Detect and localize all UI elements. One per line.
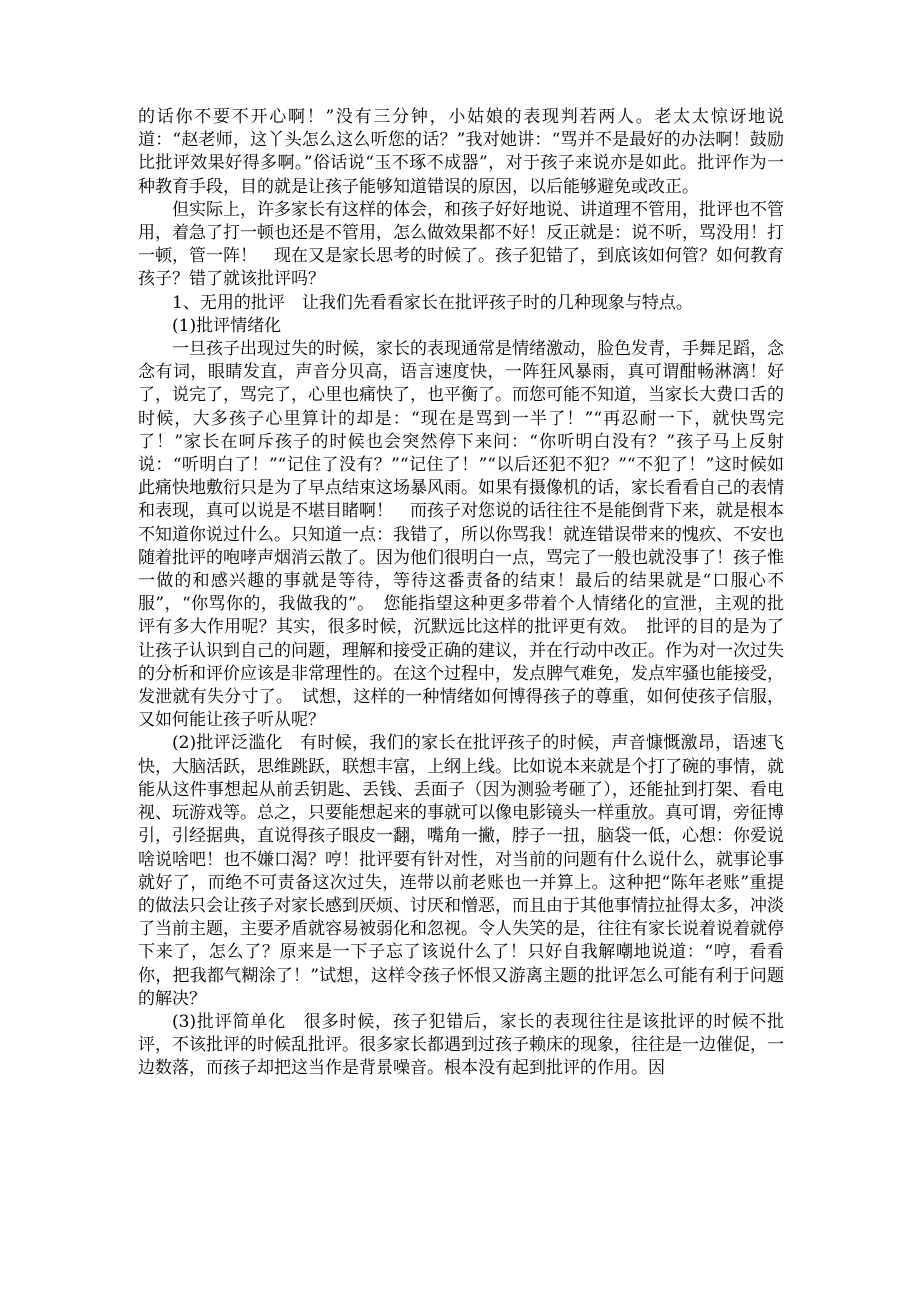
section-heading-1: 1、无用的批评 让我们先看看家长在批评孩子时的几种现象与特点。 xyxy=(172,292,693,313)
paragraph-2: 但实际上，许多家长有这样的体会，和孩子好好地说、讲道理不管用，批评也不管用，着急了打一顿也还是不管用，怎么做效果都不好！反正就是：说不听，骂没用！打一顿，管一阵！ 现在又是家长思考的时候了。孩子犯错了，到底该如何管？如何教育孩子？错了就该批评吗？ xyxy=(138,199,784,290)
paragraph-4: (2)批评泛滥化 有时候，我们的家长在批评孩子的时候，声音慷慨激昂，语速飞快，大脑活跃，思维跳跃，联想丰富，上纲上线。比如说本来就是个打了碗的事情，就能从这件事想起从前丢钥匙、丢钱、丢面子（因为测验考砸了），还能扯到打架、看电视、玩游戏等。总之，只要能想起来的事就可以像电影镜头一样重放。真可谓，旁征博引，引经据典，直说得孩子眼皮一翻，嘴角一撇，脖子一扭，脑袋一低，心想：你爱说啥说啥吧！也不嫌口渴？哼！批评要有针对性，对当前的问题有什么说什么，就事论事就好了，而绝不可责备这次过失，连带以前老账也一并算上。这种把“陈年老账”重提的做法只会让孩子对家长感到厌烦、讨厌和憎恶，而且由于其他事情拉扯得太多，冲淡了当前主题，主要矛盾就容易被弱化和忽视。令人失笑的是，往往有家长说着说着就停下来了，怎么了？原来是一下子忘了该说什么了！只好自我解嘲地说道：“哼，看看你，把我都气糊涂了！”试想，这样令孩子怀恨又游离主题的批评怎么可能有利于问题的解决？ xyxy=(138,733,784,1009)
paragraph-1: 的话你不要不开心啊！”没有三分钟，小姑娘的表现判若两人。老太太惊讶地说道：“赵老师，这丫头怎么这么听您的话？”我对她讲：“骂并不是最好的办法啊！鼓励比批评效果好得多啊。”俗话说“玉不琢不成器”，对于孩子来说亦是如此。批评作为一种教育手段，目的就是让孩子能够知道错误的原因，以后能够避免或改正。 xyxy=(138,107,784,197)
subheading-1: (1)批评情绪化 xyxy=(172,315,282,336)
document-page xyxy=(138,106,784,1081)
paragraph-5: (3)批评简单化 很多时候，孩子犯错后，家长的表现往往是该批评的时候不批评，不该批评的时候乱批评。很多家长都遇到过孩子赖床的现象，往往是一边催促，一边数落，而孩子却把这当作是背景噪音。根本没有起到批评的作用。因 xyxy=(138,1011,784,1079)
paragraph-3: 一旦孩子出现过失的时候，家长的表现通常是情绪激动，脸色发青，手舞足蹈，念念有词，眼睛发直，声音分贝高，语言速度快，一阵狂风暴雨，真可谓酣畅淋漓！好了，说完了，骂完了，心里也痛快了，也平衡了。而您可能不知道，当家长大费口舌的时候，大多孩子心里算计的却是：“现在是骂到一半了！”“再忍耐一下，就快骂完了！”家长在呵斥孩子的时候也会突然停下来问：“你听明白没有？”孩子马上反射说：“听明白了！”“记住了没有？”“记住了！”“以后还犯不犯？”“不犯了！”这时候如此痛快地敷衍只是为了早点结束这场暴风雨。如果有摄像机的话，家长看看自己的表情和表现，真可以说是不堪目睹啊！ 而孩子对您说的话往往不是能倒背下来，就是根本不知道你说过什么。只知道一点：我错了，所以你骂我！就连错误带来的愧疚、不安也随着批评的咆哮声烟消云散了。因为他们很明白一点，骂完了一般也就没事了！孩子惟一做的和感兴趣的事就是等待，等待这番责备的结束！最后的结果就是“口服心不服”，“你骂你的，我做我的”。 您能指望这种更多带着个人情绪化的宣泄，主观的批评有多大作用呢？其实，很多时候，沉默远比这样的批评更有效。 批评的目的是为了让孩子认识到自己的问题，理解和接受正确的建议，并在行动中改正。作为对一次过失的分析和评价应该是非常理性的。在这个过程中，发点脾气难免，发点牢骚也能接受，发泄就有失分寸了。 试想，这样的一种情绪如何博得孩子的尊重，如何使孩子信服，又如何能让孩子听从呢？ xyxy=(138,339,784,731)
